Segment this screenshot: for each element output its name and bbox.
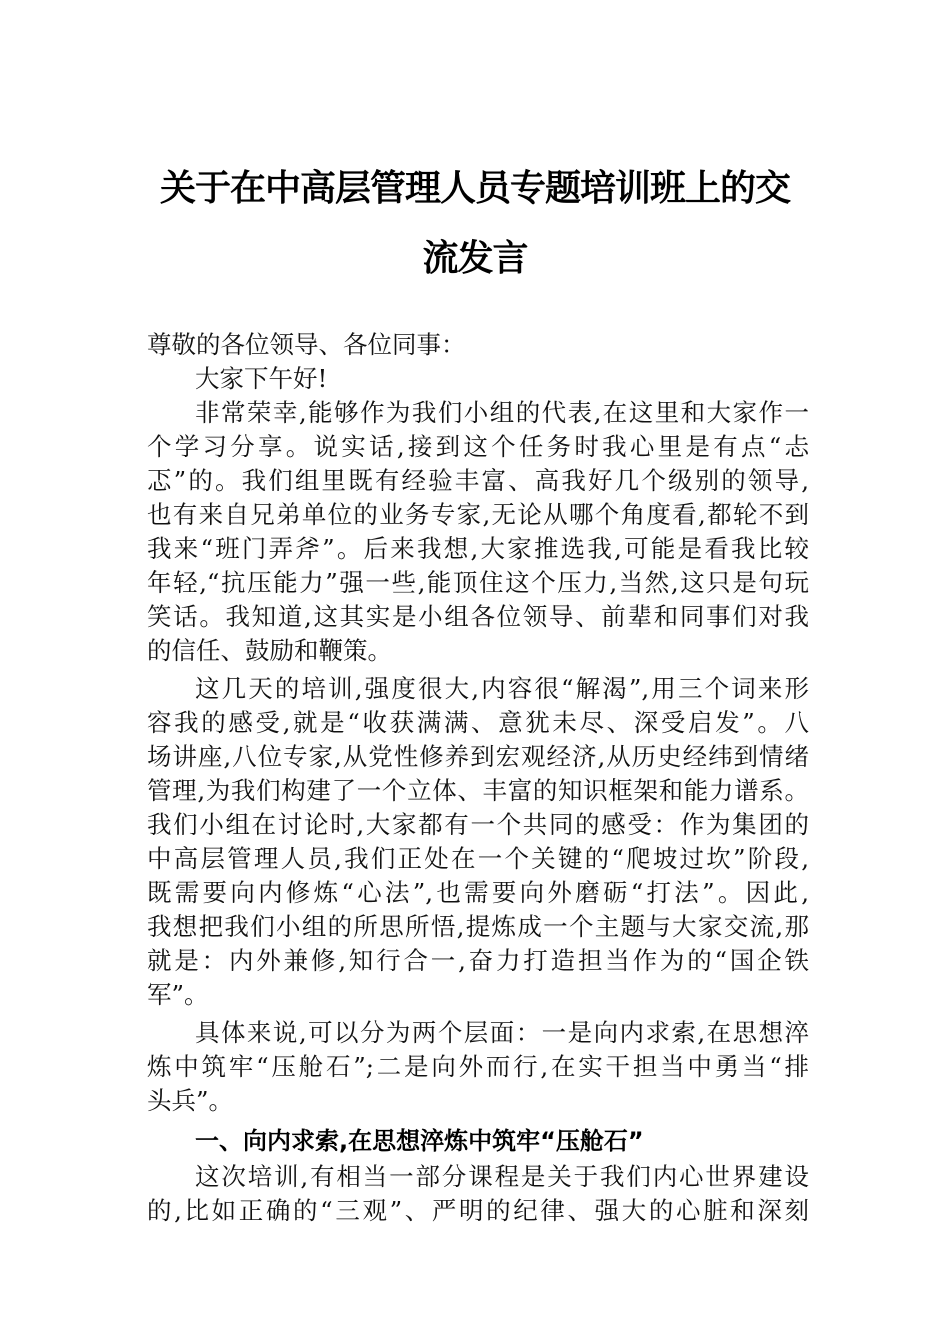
paragraph-line: 的信任、鼓励和鞭策。 bbox=[147, 636, 392, 665]
paragraph-line: 也有来自兄弟单位的业务专家,无论从哪个角度看,都轮不到 bbox=[147, 500, 809, 529]
paragraph-line: 笑话。我知道,这其实是小组各位领导、前辈和同事们对我 bbox=[147, 602, 809, 631]
paragraph-line: 炼中筑牢“压舱石”;二是向外而行,在实干担当中勇当“排 bbox=[147, 1052, 809, 1081]
paragraph-line: 非常荣幸,能够作为我们小组的代表,在这里和大家作一 bbox=[195, 398, 809, 427]
document-title-line-2: 流发言 bbox=[422, 237, 528, 279]
paragraph-line: 我们小组在讨论时,大家都有一个共同的感受：作为集团的 bbox=[147, 810, 809, 839]
paragraph-line: 这几天的培训,强度很大,内容很“解渴”,用三个词来形 bbox=[195, 674, 809, 703]
section-heading: 一、向内求索,在思想淬炼中筑牢“压舱石” bbox=[195, 1127, 644, 1155]
salutation: 尊敬的各位领导、各位同事： bbox=[147, 330, 466, 359]
paragraph-line: 具体来说,可以分为两个层面：一是向内求索,在思想淬 bbox=[195, 1018, 809, 1047]
paragraph-line: 这次培训,有相当一部分课程是关于我们内心世界建设 bbox=[195, 1162, 809, 1191]
paragraph-line: 军”。 bbox=[147, 980, 209, 1009]
greeting: 大家下午好! bbox=[195, 364, 328, 393]
paragraph-line: 管理,为我们构建了一个立体、丰富的知识框架和能力谱系。 bbox=[147, 776, 809, 805]
paragraph-line: 我来“班门弄斧”。后来我想,大家推选我,可能是看我比较 bbox=[147, 534, 809, 563]
document-title-line-1: 关于在中高层管理人员专题培训班上的交 bbox=[159, 167, 790, 209]
paragraph-line: 场讲座,八位专家,从党性修养到宏观经济,从历史经纬到情绪 bbox=[147, 742, 809, 771]
paragraph-line: 忑”的。我们组里既有经验丰富、高我好几个级别的领导, bbox=[147, 466, 809, 495]
paragraph-line: 头兵”。 bbox=[147, 1086, 234, 1115]
paragraph-line: 既需要向内修炼“心法”,也需要向外磨砺“打法”。因此, bbox=[147, 878, 809, 907]
paragraph-line: 个学习分享。说实话,接到这个任务时我心里是有点“忐 bbox=[147, 432, 809, 461]
paragraph-line: 年轻,“抗压能力”强一些,能顶住这个压力,当然,这只是句玩 bbox=[147, 568, 809, 597]
paragraph-line: 就是：内外兼修,知行合一,奋力打造担当作为的“国企铁 bbox=[147, 946, 809, 975]
paragraph-line: 的,比如正确的“三观”、严明的纪律、强大的心脏和深刻 bbox=[147, 1196, 809, 1225]
paragraph-line: 中高层管理人员,我们正处在一个关键的“爬坡过坎”阶段, bbox=[147, 844, 809, 873]
paragraph-line: 容我的感受,就是“收获满满、意犹未尽、深受启发”。八 bbox=[147, 708, 809, 737]
paragraph-line: 我想把我们小组的所思所悟,提炼成一个主题与大家交流,那 bbox=[147, 912, 809, 941]
